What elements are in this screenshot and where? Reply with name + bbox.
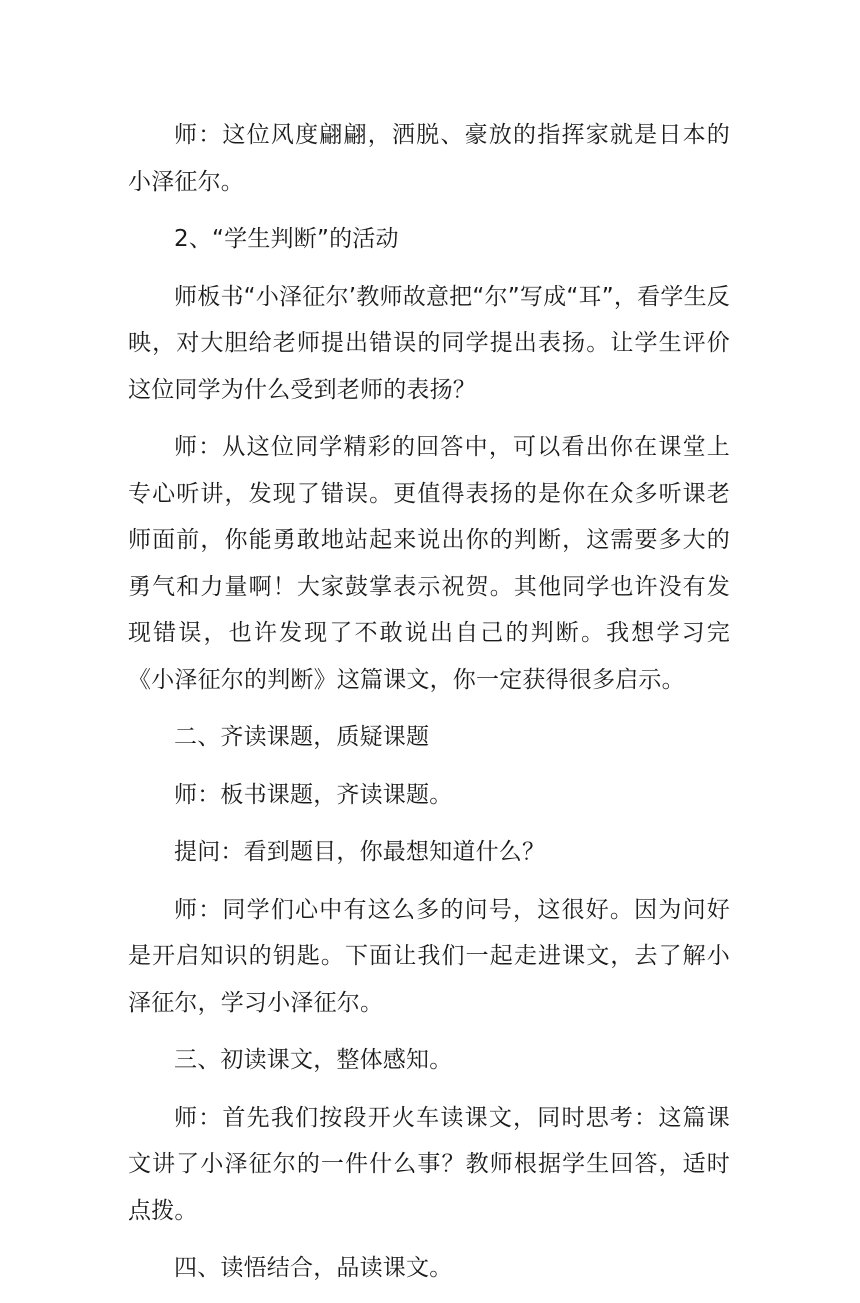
paragraph-teacher-reading: 师：首先我们按段开火车读课文，同时思考：这篇课文讲了小泽征尔的一件什么事？教师根据学生回答，适时点拨。 xyxy=(128,1104,730,1224)
document-body xyxy=(128,112,730,1303)
section-heading-2: 二、齐读课题，质疑课题 xyxy=(174,724,430,750)
section-heading-3: 三、初读课文，整体感知。 xyxy=(174,1047,453,1073)
paragraph-activity-heading: 2、“学生判断”的活动 xyxy=(174,226,399,252)
paragraph-teacher-praise: 师：从这位同学精彩的回答中，可以看出你在课堂上专心听讲，发现了错误。更值得表扬的是你在众多听课老师面前，你能勇敢地站起来说出你的判断，这需要多大的勇气和力量啊！大家鼓掌表示祝贺。其他同学也许没有发现错误，也许发现了不敢说出自己的判断。我想学习完《小泽征尔的判断》这篇课文，你一定获得很多启示。 xyxy=(128,434,730,693)
paragraph-teacher-intro: 师：这位风度翩翩，洒脱、豪放的指挥家就是日本的小泽征尔。 xyxy=(128,122,730,195)
paragraph-blackboard-activity: 师板书“小泽征尔’教师故意把“尔”写成“耳”，看学生反映，对大胆给老师提出错误的同学提出表扬。让学生评价这位同学为什么受到老师的表扬？ xyxy=(128,283,730,403)
paragraph-teacher-title: 师：板书课题，齐读课题。 xyxy=(174,781,453,808)
paragraph-question: 提问：看到题目，你最想知道什么？ xyxy=(174,839,546,865)
paragraph-teacher-questions: 师：同学们心中有这么多的问号，这很好。因为问好是开启知识的钥匙。下面让我们一起走进课文，去了解小泽征尔，学习小泽征尔。 xyxy=(128,896,730,1016)
section-heading-4: 四、读悟结合，品读课文。 xyxy=(174,1255,453,1281)
